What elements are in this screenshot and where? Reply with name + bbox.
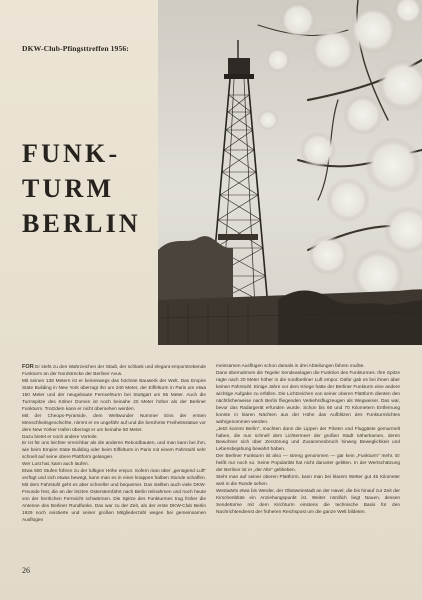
- funkturm-photo: [158, 0, 422, 345]
- paragraph: Westwärts etwa bis Werder, der Obstweinstadt an der Havel, die bis hinauf zur Zeit der Kirschenblüte ein Anziehungspunkt ist. Weiter nördlich liegt Nauen, dessen Sendetürme mit dem Kirchturm einstens die technische Basis für den Nachrichtendienst der früheren Reichspost um die ganze Welt bildeten.: [216, 489, 400, 516]
- headline-line-1: FUNK-: [22, 139, 121, 168]
- paragraph: FOR Er steht zu den Wahrzeichen der Stadt, der schlank und elegant emporstrebende Funkturm an der Nordstrecke der Berliner Avus.: [22, 364, 206, 377]
- paragraph: Er ist für uns leichter erreichbar als die anderen Rekordbauten, und man kann bei ihm, wie beim Empire State Building oder beim Eiffelturm in Paris mit einem Fahrstuhl sehr schnell auf seine obere Plattform gelangen.: [22, 441, 206, 461]
- lead-in: FOR: [22, 364, 34, 370]
- article-column-right: [216, 364, 400, 517]
- headline-line-2: TURM: [22, 174, 115, 203]
- paragraph: meinsamen Ausflügen schon damals in drei Abteilungen fahren mußte.: [216, 364, 365, 369]
- paragraph: Mit der Cheops-Pyramide, dem Weltwunder Nummer Eins der ersten Menschheitsgeschichte, nimmt er es ungefähr auf und die berühmte Freiheitsstatue vor dem New Yorker Hafen überragt er um beinahe 50 Meter.: [22, 413, 206, 433]
- paragraph: Steht man auf seiner oberen Plattform, kann man bei klarem Wetter gut 45 Kilometer weit in die Runde sehen.: [216, 475, 400, 488]
- paragraph: Der Berliner Funkturm ist also — streng genommen — gar kein „Funkturm“ mehr. Er heißt nur noch so. Seine Popularität hat nicht darunter gelitten. In der Wertschätzung der Berliner ist er „der Alte“ geblieben.: [216, 454, 400, 474]
- paragraph: Mit seinen 138 Metern ist er keineswegs das höchste Bauwerk der Welt. Das Empire State Building in New York überragt ihn um 240 Meter, der Eiffelturm in Paris um etwa 150 Meter und der neugebaute Fernsehturm bei Stuttgart um 65 Meter. Auch die Turmspitze des Kölner Domes ist noch beinahe 20 Meter höher als der Berliner Funkturm. Trotzdem kann er nicht übersehen werden.: [22, 378, 206, 412]
- paragraph: Etwa 500 Stufen führen zu der luftigen Höhe empor. Sofern man über „genügend Luft“ verfügt und sich etwas bewegt, kann man es in einer knappen halben Stunde schaffen. Mit dem Fahrstuhl geht es aber schneller und bequemer. Das stellten auch viele DKW-Freunde fest, die an der letzten Ostersternfahrt nach Berlin teilnahmen und noch heute von der herrlichen Fernsicht schwärmen. Die Spitze des Funkturmes trug früher die Antenne des Berliner Rundfunks. Das war zu der Zeit, als der erste DKW-Club Berlin 1929 noch existierte und seiner großen Mitgliederzahl wegen bei gemeinsamen Ausflügen: [22, 469, 206, 523]
- paragraph: „Jetzt kommt Berlin“, mochten dann die Lippen der Piloten und Fluggäste gemurmelt haben, die nun schnell dem Lichtermeer der großen Stadt näherkamen, deren Bewohner sich über Zerstörung und Zusammenbruch hinweg Beweglichkeit und Lebensbejahung bewahrt haben.: [216, 426, 400, 453]
- headline-line-3: BERLIN: [22, 209, 141, 238]
- article-column-left: [22, 364, 206, 525]
- paragraph: Wer Lust hat, kann auch laufen.: [22, 462, 89, 468]
- article-headline: [22, 136, 141, 241]
- paragraph: Dazu bietet er noch andere Vorteile.: [22, 434, 98, 440]
- page-number: 26: [22, 566, 30, 575]
- paragraph: Dann übernahmen die Tegeler Sendeanlagen die Funktion des Funkturmes. Ihre Spitze ragte nach 20 Meter höher in die nordberliner Luft empor. Dafür gab es bei ihnen aber keinen Fahrstuhl. Einige Jahre vor dem Kriege hatte der Berliner Funkturm eine andere wichtige Aufgabe zu erfüllen. Die Lichtzeichen von seiner oberen Plattform dienten den nächtlicherweise nach Berlin fliegenden Verkehrsflugzeugen als Wegweiser. Das war, bevor das Radargerät erfunden wurde. Schon bis 60 und 70 Kilometern Entfernung konnte in klaren Nächten aus der Höhe das Aufblitzen des Funkturmlichtes wahrgenommen werden.: [216, 370, 400, 425]
- event-kicker: DKW-Club-Pfingsttreffen 1956:: [22, 44, 129, 53]
